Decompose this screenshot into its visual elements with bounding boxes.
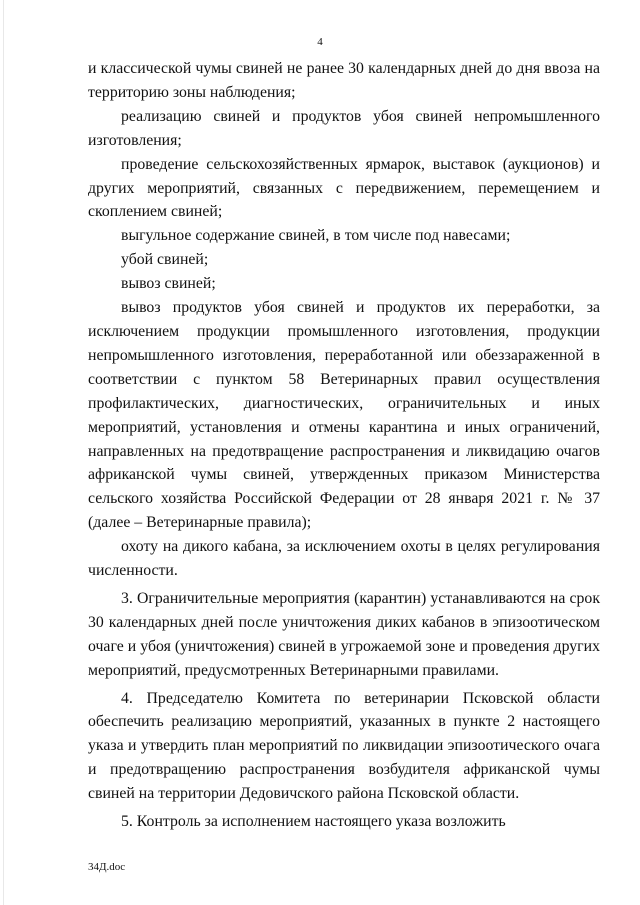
paragraph: убой свиней; — [121, 251, 209, 269]
paragraph: 3. Ограничительные мероприятия (карантин) устанавливаются на срок 30 календарных дней после уничтожения диких кабанов в эпизоотическом очаге и убоя (уничтожения) свиней в угрожаемой зоне и проведения других мероприятий, предусмотренных Ветеринарными правилами. — [88, 589, 600, 679]
paragraph: выгульное содержание свиней, в том числе под навесами; — [121, 227, 511, 245]
paragraph: охоту на дикого кабана, за исключением охоты в целях регулирования численности. — [88, 538, 600, 580]
paragraph: реализацию свиней и продуктов убоя свиней непромышленного изготовления; — [88, 107, 600, 149]
scan-edge — [3, 0, 4, 905]
paragraph: вывоз продуктов убоя свиней и продуктов их переработки, за исключением продукции промышленного изготовления, продукции непромышленного изготовления, переработанной или обеззараженной в соответствии с пунктом 58 Ветеринарных правил осуществления профилактических, диагностических, ограничительных и иных мероприятий, установления и отмены карантина и иных ограничений, направленных на предотвращение распространения и ликвидацию очагов африканской чумы свиней, утвержденных приказом Министерства сельского хозяйства Российской Федерации от 28 января 2021 г. № 37 (далее – Ветеринарные правила); — [88, 299, 600, 532]
paragraph: проведение сельскохозяйственных ярмарок, выставок (аукционов) и других мероприятий, связанных с передвижением, перемещением и скоплением свиней; — [88, 155, 600, 221]
document-body — [88, 57, 600, 834]
paragraph: и классической чумы свиней не ранее 30 календарных дней до дня ввоза на территорию зоны наблюдения; — [88, 60, 600, 101]
paragraph: 4. Председателю Комитета по ветеринарии Псковской области обеспечить реализацию мероприятий, указанных в пункте 2 настоящего указа и утвердить план мероприятий по ликвидации эпизоотического очага и предотвращению распространения возбудителя африканской чумы свиней на территории Дедовичского района Псковской области. — [88, 689, 600, 803]
page-number: 4 — [317, 36, 323, 48]
footer-filename: 34Д.doc — [88, 861, 126, 873]
paragraph: вывоз свиней; — [121, 275, 216, 293]
paragraph: 5. Контроль за исполнением настоящего указа возложить — [121, 813, 506, 831]
